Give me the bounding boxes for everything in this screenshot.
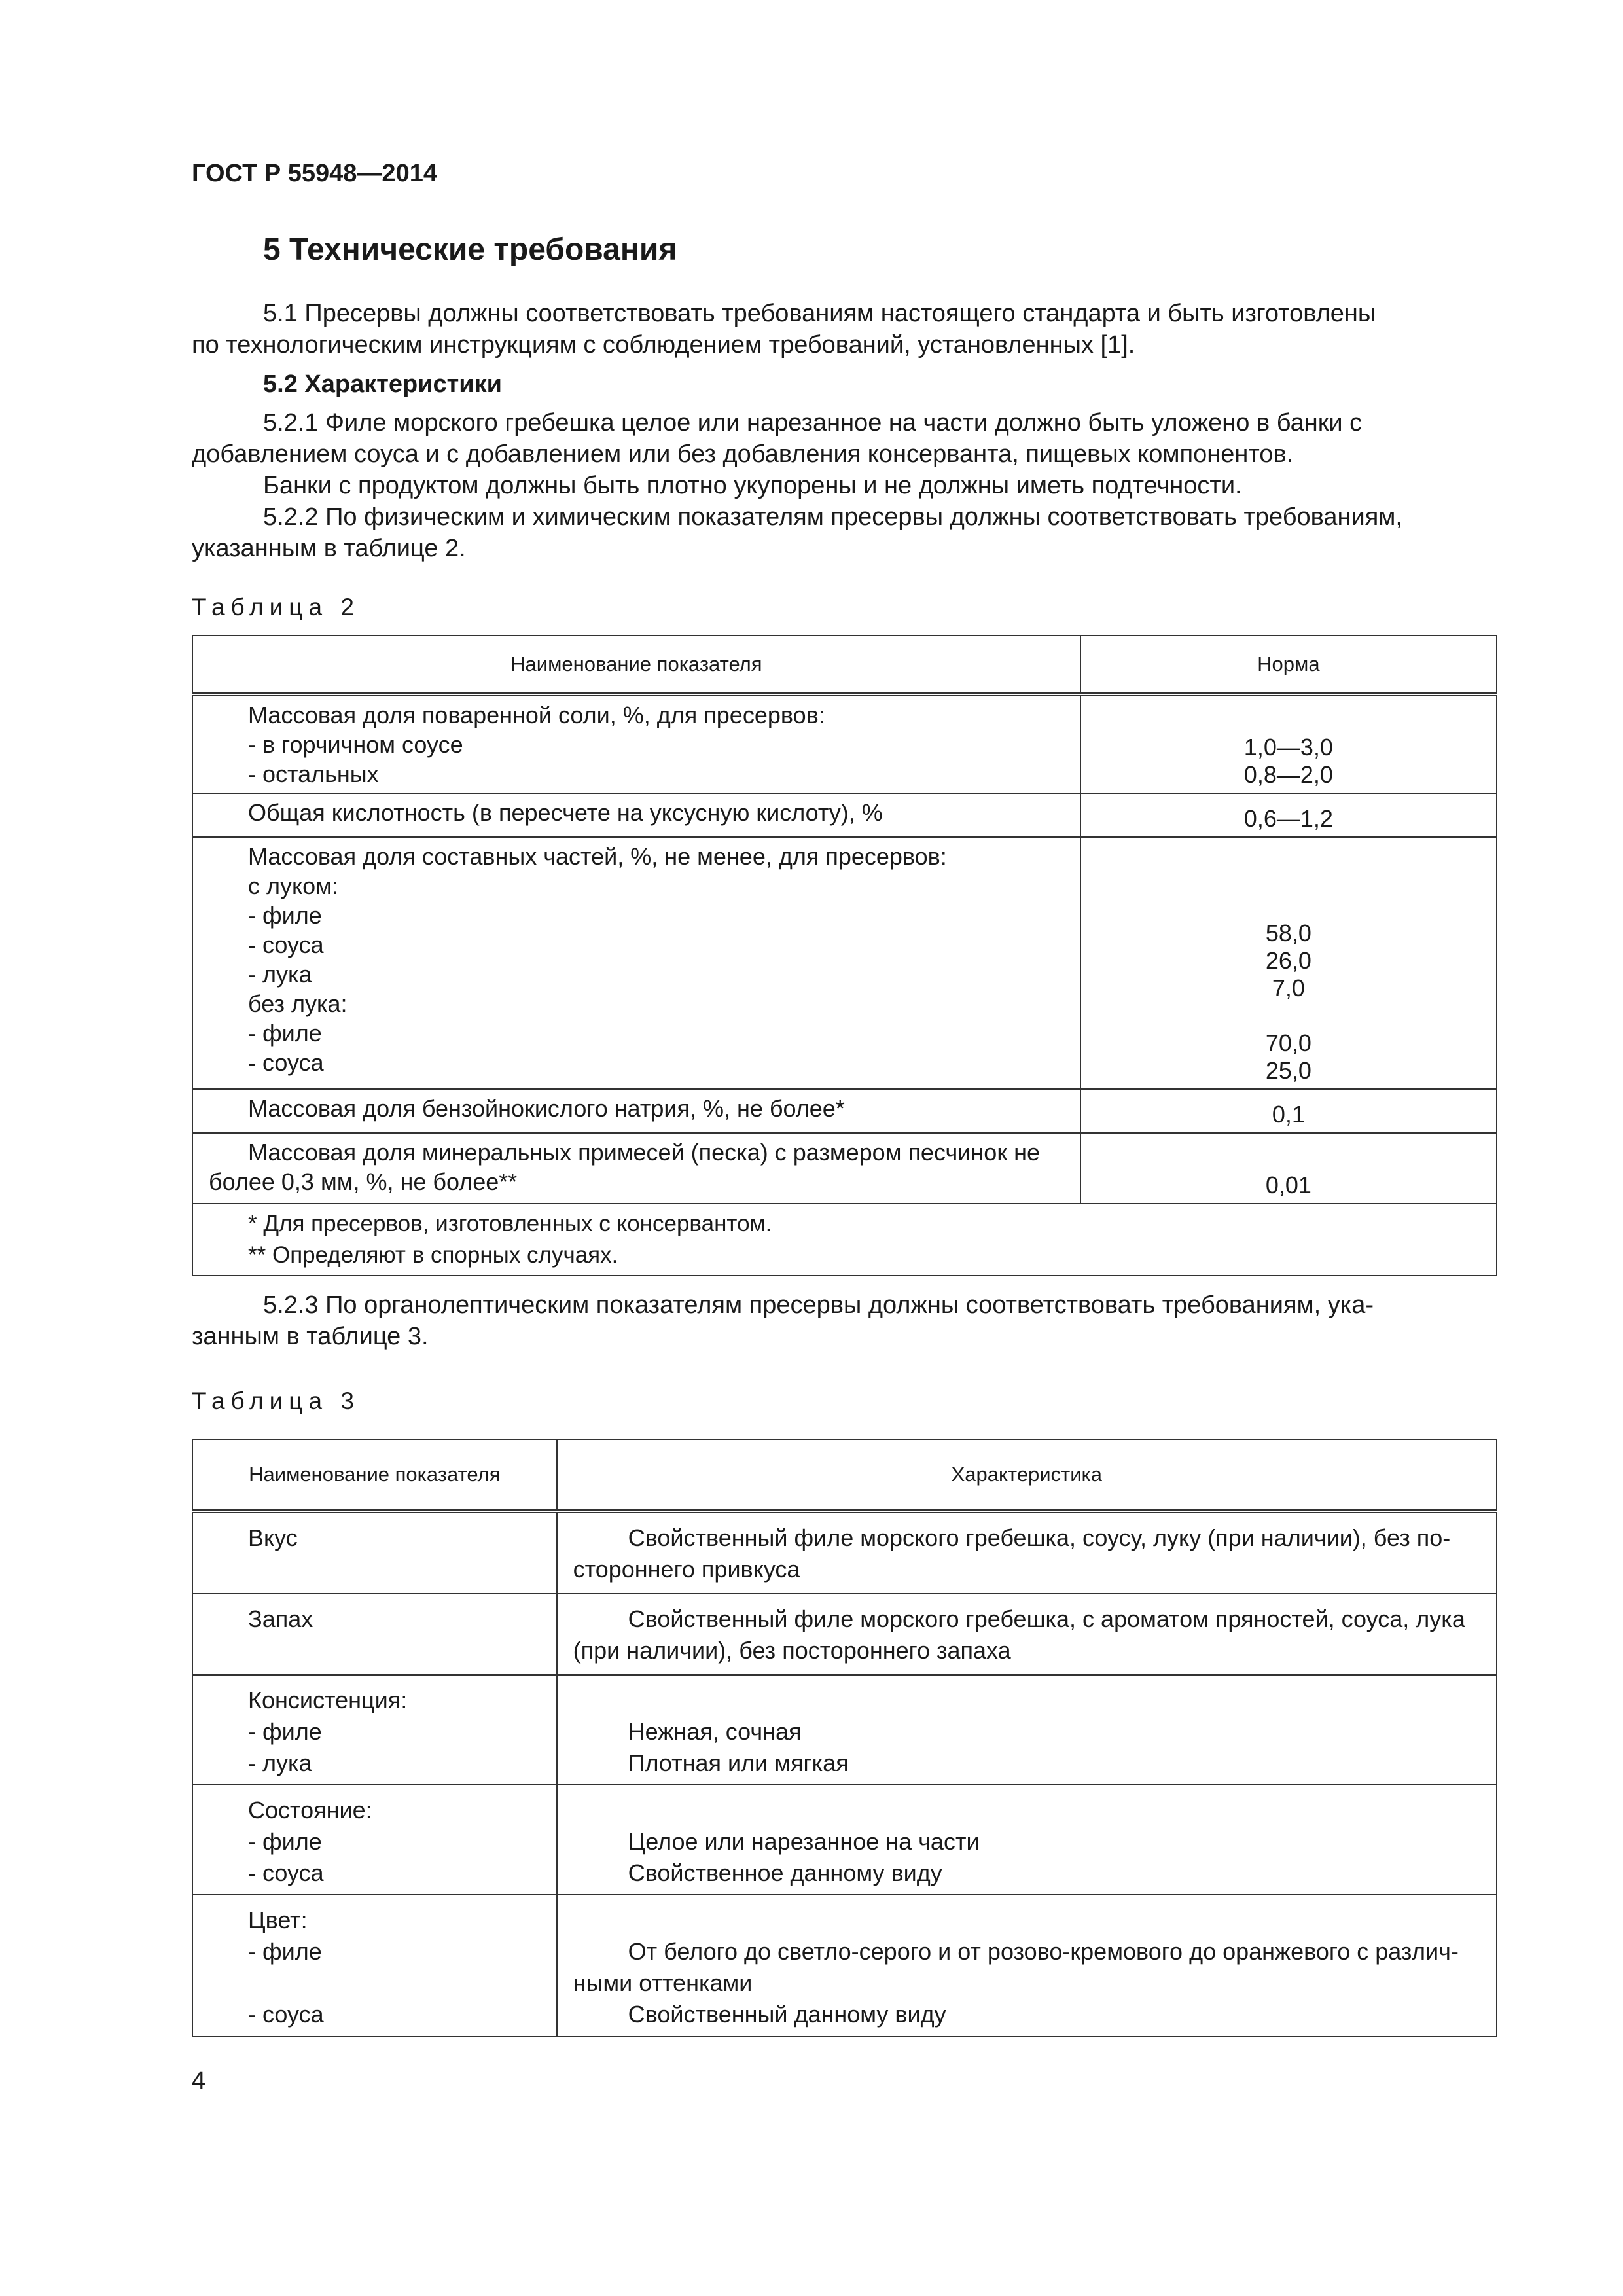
indicator-cell [192,1089,1080,1133]
cell-line: - филе [248,902,322,929]
cell-line: 0,01 [1265,1172,1311,1198]
cell-line: Нежная, сочная [628,1718,802,1745]
cell-line: - соуса [248,931,324,958]
document-header: ГОСТ Р 55948—2014 [192,160,437,187]
table-footnotes-row [192,1204,1497,1276]
table-2-caption: Таблица 2 [192,594,360,620]
table-header-cell: Норма [1080,636,1497,694]
cell-line: - соуса [248,2001,324,2028]
cell-line: ными оттенками [573,1969,753,1996]
table-header-cell: Наименование показателя [192,1439,557,1511]
norm-cell [1080,793,1497,837]
paragraph-5-2-1 [192,407,1497,564]
cell-line: стороннего привкуса [573,1556,800,1583]
cell-line: 26,0 [1265,947,1311,974]
cell-line [248,1967,556,1999]
cell-line: Общая кислотность (в пересчете на уксусную кислоту), % [248,799,883,826]
indicator-cell [192,694,1080,793]
table-3 [192,1439,1497,2037]
cell-line: Массовая доля минеральных примесей (песка) с размером песчинок не [248,1139,1040,1166]
indicator-cell [192,1675,557,1785]
cell-line: - в горчичном соусе [248,731,463,758]
cell-line: 0,6—1,2 [1243,805,1333,832]
cell-line [573,1905,1480,1936]
cell-line: Свойственное данному виду [628,1859,942,1886]
table-row [192,1785,1497,1895]
cell-line [1081,1002,1496,1030]
table-row [192,1511,1497,1594]
characteristic-cell [557,1675,1497,1785]
paragraph-line: 5.2.3 По органолептическим показателям пресервы должны соответствовать требованиям, ука- [263,1291,1374,1319]
paragraph-line: 5.2.1 Филе морского гребешка целое или нарезанное на части должно быть уложено в банки с [263,409,1363,437]
cell-line: - лука [248,961,312,988]
cell-line: - филе [248,1718,322,1745]
characteristic-cell [557,1511,1497,1594]
table-row [192,837,1497,1089]
paragraph-line: 5.2.2 По физическим и химическим показателям пресервы должны соответствовать требованиям, [263,503,1402,531]
cell-line: 7,0 [1272,975,1305,1001]
norm-cell [1080,694,1497,793]
cell-line: 25,0 [1265,1057,1311,1084]
cell-line: Свойственный данному виду [628,2001,946,2028]
cell-line: Свойственный филе морского гребешка, с ароматом пряностей, соуса, лука [628,1605,1465,1632]
paragraph-5-2-3 [192,1289,1497,1352]
cell-line: 0,8—2,0 [1243,761,1333,788]
table-3-caption: Таблица 3 [192,1388,360,1414]
table-row [192,1895,1497,2036]
table-header-cell: Характеристика [557,1439,1497,1511]
cell-line: 1,0—3,0 [1243,734,1333,761]
paragraph-line: добавлением соуса и с добавлением или без добавления консерванта, пищевых компонентов. [192,440,1294,468]
footnote: * Для пресервов, изготовленных с консервантом. [248,1211,772,1236]
cell-line: - соуса [248,1859,324,1886]
cell-line: Массовая доля составных частей, %, не менее, для пресервов: [248,843,947,870]
table-header-cell: Наименование показателя [192,636,1080,694]
norm-cell [1080,1089,1497,1133]
table-row [192,1675,1497,1785]
norm-cell [1080,837,1497,1089]
cell-line: без лука: [248,990,348,1017]
cell-line: Вкус [248,1524,298,1551]
cell-line: Плотная или мягкая [628,1749,849,1776]
cell-line [573,1795,1480,1826]
cell-line: Массовая доля поваренной соли, %, для пресервов: [248,702,825,728]
indicator-cell [192,1785,557,1895]
cell-line: более 0,3 мм, %, не более** [209,1168,518,1195]
cell-line: 70,0 [1265,1030,1311,1056]
paragraph-5-1 [192,298,1497,361]
cell-line: Целое или нарезанное на части [628,1828,980,1855]
cell-line [573,1685,1480,1716]
cell-line: Массовая доля бензойнокислого натрия, %, не более* [248,1095,845,1122]
table-row [192,793,1497,837]
table-2 [192,635,1497,1276]
footnote: ** Определяют в спорных случаях. [248,1242,618,1268]
footnotes-cell [192,1204,1497,1276]
cell-line: Консистенция: [248,1687,408,1713]
indicator-cell [192,1594,557,1675]
cell-line: 0,1 [1272,1101,1305,1128]
cell-line: с луком: [248,872,338,899]
paragraph-line: указанным в таблице 2. [192,535,466,562]
cell-line: - лука [248,1749,312,1776]
cell-line: Запах [248,1605,313,1632]
paragraph-line: 5.1 Пресервы должны соответствовать требованиям настоящего стандарта и быть изготовлены [263,300,1376,327]
paragraph-line: занным в таблице 3. [192,1323,429,1350]
cell-line: Свойственный филе морского гребешка, соусу, луку (при наличии), без по- [628,1524,1451,1551]
cell-line: - филе [248,1828,322,1855]
indicator-cell [192,1511,557,1594]
page-number: 4 [192,2067,206,2094]
indicator-cell [192,793,1080,837]
cell-line: Цвет: [248,1907,308,1933]
indicator-cell [192,837,1080,1089]
paragraph-line: по технологическим инструкциям с соблюдением требований, установленных [1]. [192,331,1135,359]
table-row [192,1594,1497,1675]
subsection-title: 5.2 Характеристики [263,370,503,398]
section-title: 5 Технические требования [263,232,677,267]
cell-line: 58,0 [1265,920,1311,946]
norm-cell [1080,1133,1497,1204]
cell-line: От белого до светло-серого и от розово-кремового до оранжевого с различ- [628,1938,1459,1965]
table-row [192,1133,1497,1204]
characteristic-cell [557,1895,1497,2036]
table-row [192,1089,1497,1133]
cell-line: - остальных [248,761,379,787]
characteristic-cell [557,1594,1497,1675]
indicator-cell [192,1133,1080,1204]
characteristic-cell [557,1785,1497,1895]
cell-line: - филе [248,1020,322,1047]
cell-line: - соуса [248,1049,324,1076]
cell-line: - филе [248,1938,322,1965]
indicator-cell [192,1895,557,2036]
cell-line: (при наличии), без постороннего запаха [573,1637,1011,1664]
paragraph-line: Банки с продуктом должны быть плотно укупорены и не должны иметь подтечности. [263,472,1242,499]
table-row [192,694,1497,793]
cell-line: Состояние: [248,1797,372,1823]
